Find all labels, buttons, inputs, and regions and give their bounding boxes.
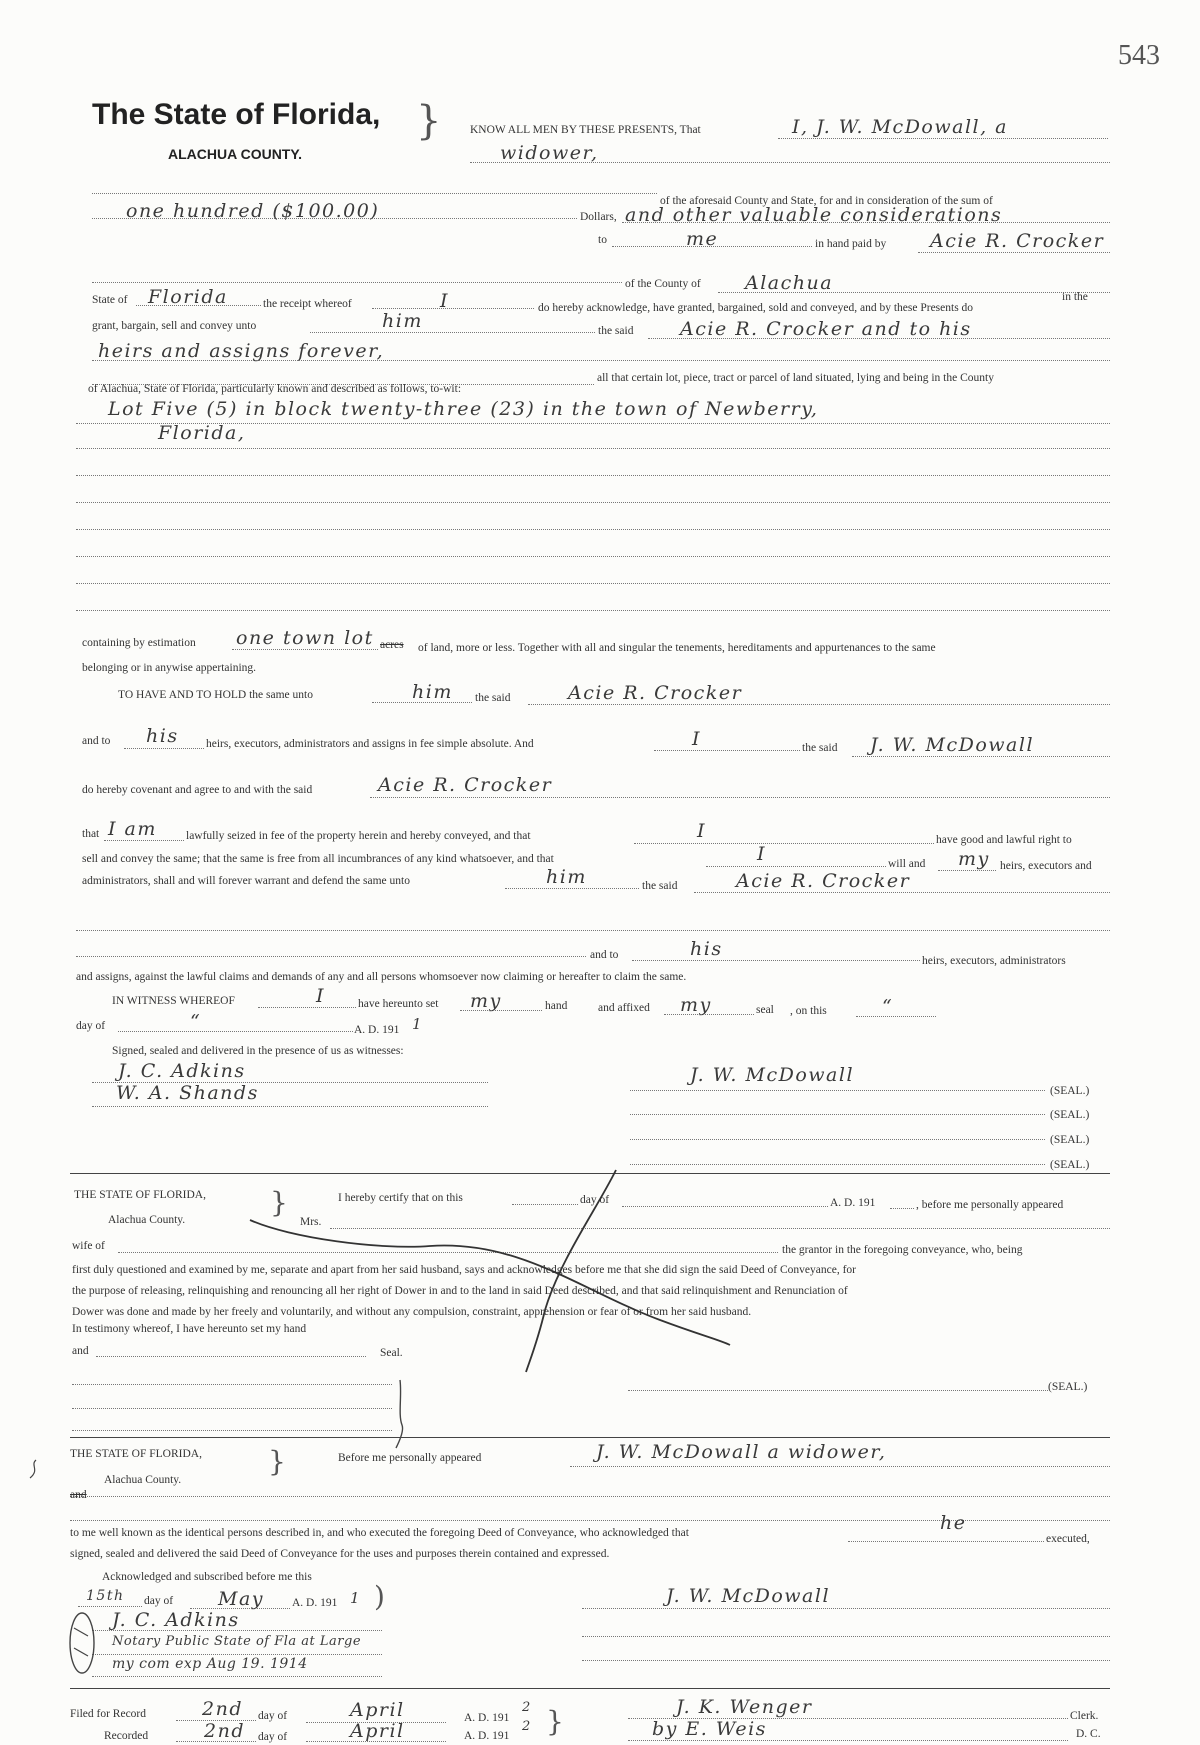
- ack-day-of: day of: [144, 1595, 174, 1607]
- section-divider: [70, 1688, 1110, 1689]
- county-handwriting: Alachua: [745, 272, 834, 294]
- notary-seal-mark-icon: [66, 1608, 98, 1678]
- ack-notary-title-handwriting: Notary Public State of Fla at Large: [112, 1634, 362, 1649]
- state-handwriting: Florida: [148, 286, 228, 308]
- grantee-handwriting-4: Acie R. Crocker: [736, 870, 911, 892]
- witness-2-handwriting: W. A. Shands: [116, 1082, 259, 1104]
- rec-month-handwriting: April: [350, 1720, 405, 1742]
- ack-blank-line: [70, 1496, 1110, 1497]
- ack-commission-handwriting: my com exp Aug 19. 1914: [112, 1656, 308, 1672]
- ad-year-handwriting: 1: [412, 1015, 424, 1033]
- his-handwriting: his: [146, 725, 179, 747]
- i-am-handwriting: I am: [108, 818, 157, 840]
- i-handwriting: I: [440, 290, 450, 312]
- ack-executed: executed,: [1046, 1533, 1090, 1545]
- i-handwriting-2: I: [692, 728, 702, 750]
- ack-person-handwriting: J. W. McDowall a widower,: [596, 1441, 887, 1463]
- ditto-handwriting-2: “: [190, 1011, 202, 1033]
- filed-for-record: Filed for Record: [70, 1708, 147, 1720]
- rec-year-handwriting: 2: [522, 1719, 532, 1734]
- filed-month-handwriting: April: [350, 1699, 405, 1721]
- him-handwriting: him: [382, 310, 423, 332]
- rec-day-handwriting: 2nd: [204, 1720, 245, 1742]
- dower-day-of: day of: [580, 1194, 610, 1206]
- grantor-short-handwriting: J. W. McDowall: [870, 734, 1035, 756]
- dower-wife-of: wife of: [72, 1240, 105, 1252]
- grantee-handwriting: Acie R. Crocker: [930, 230, 1105, 252]
- hand-text: hand: [545, 1000, 568, 1012]
- seal-text: seal: [756, 1004, 774, 1016]
- ack-ad: A. D. 191: [292, 1597, 338, 1609]
- ack-signature-line: [582, 1660, 1110, 1661]
- clerk-text: Clerk.: [1070, 1710, 1099, 1722]
- dower-ad: A. D. 191: [830, 1197, 876, 1209]
- rec-day-of: day of: [258, 1731, 288, 1743]
- witness-whereof-text: IN WITNESS WHEREOF: [112, 995, 235, 1007]
- grantee-handwriting-3: Acie R. Crocker: [378, 774, 553, 796]
- seal-3: (SEAL.): [1050, 1134, 1090, 1146]
- dower-and: and: [72, 1345, 89, 1357]
- in-the-text: in the: [1062, 291, 1088, 303]
- all-that-text: all that certain lot, piece, tract or parcel of land situated, lying and being in the County: [597, 372, 994, 384]
- filed-ad: A. D. 191: [464, 1712, 510, 1724]
- sum-handwriting: one hundred ($100.00): [126, 200, 380, 222]
- dc-text: D. C.: [1076, 1728, 1101, 1740]
- dower-grantor-text: the grantor in the foregoing conveyance, who, being: [782, 1244, 1023, 1256]
- dollars-text: Dollars,: [580, 211, 617, 223]
- clerk-handwriting: J. K. Wenger: [676, 1696, 813, 1718]
- dower-seal: (SEAL.): [1048, 1381, 1088, 1393]
- belonging-text: belonging or in anywise appertaining.: [82, 662, 257, 674]
- ditto-handwriting: “: [882, 996, 894, 1018]
- and-to-text: and to: [82, 735, 111, 747]
- one-lot-handwriting: one town lot: [236, 627, 374, 649]
- sell-convey-text: sell and convey the same; that the same is free from all incumbrances of any kind whatsoever, and that: [82, 853, 554, 865]
- i-handwriting-5: I: [316, 985, 326, 1007]
- my-handwriting: my: [958, 848, 990, 870]
- seal-1: (SEAL.): [1050, 1085, 1090, 1097]
- ack-notary-line: [92, 1654, 382, 1655]
- have-hereunto-text: have hereunto set: [358, 998, 439, 1010]
- the-said-text-3: the said: [642, 880, 678, 892]
- dower-testimony: In testimony whereof, I have hereunto set my hand: [72, 1323, 307, 1335]
- ack-month-handwriting: May: [218, 1588, 265, 1610]
- heirs-assigns-handwriting: heirs and assigns forever,: [98, 340, 385, 362]
- filing-brace: }: [546, 1705, 564, 1738]
- dower-seal-text: Seal.: [380, 1347, 403, 1359]
- and-to-text-2: and to: [590, 949, 619, 961]
- and-assigns-text: and assigns, against the lawful claims and demands of any and all persons whomsoever now claiming or hereafter to claim the same.: [76, 971, 687, 983]
- my-handwriting-3: my: [680, 994, 712, 1016]
- ack-before-me: Before me personally appeared: [338, 1452, 482, 1464]
- legal-description-handwriting-2: Florida,: [158, 422, 246, 444]
- rec-month-line: [306, 1741, 446, 1742]
- ad-1911-text: A. D. 191: [354, 1024, 400, 1036]
- dower-brace: }: [270, 1186, 288, 1219]
- filed-year-handwriting: 2: [522, 1700, 532, 1715]
- grantor-handwriting: I, J. W. McDowall, a: [792, 116, 1009, 138]
- have-good-text: have good and lawful right to: [936, 834, 1072, 846]
- covenant-text: do hereby covenant and agree to and with the said: [82, 784, 313, 796]
- acres-text: acres: [380, 639, 404, 651]
- to-text: to: [598, 234, 607, 246]
- ack-notary-line: [92, 1630, 382, 1631]
- his-handwriting-2: his: [690, 938, 723, 960]
- grantee-handwriting-2: Acie R. Crocker: [568, 682, 743, 704]
- dower-line-1: first duly questioned and examined by me, separate and apart from her said husband, says and acknowledges before me that she did sign the said Deed of Conveyance, for: [72, 1264, 856, 1276]
- him-handwriting-3: him: [546, 866, 587, 888]
- header-brace: }: [416, 98, 442, 144]
- do-hereby-text: do hereby acknowledge, have granted, bargained, sold and conveyed, and by these Presents do: [538, 302, 974, 314]
- ack-signature-line: [582, 1608, 1110, 1609]
- in-hand-text: in hand paid by: [815, 238, 887, 250]
- day-of-text: day of: [76, 1020, 106, 1032]
- rec-day-line: [176, 1741, 256, 1742]
- grantor-handwriting-2: widower,: [500, 142, 599, 164]
- lawfully-text: lawfully seized in fee of the property herein and hereby conveyed, and that: [186, 830, 531, 842]
- ack-day-line: [78, 1606, 142, 1607]
- i-handwriting-4: I: [757, 843, 767, 865]
- dower-before-me: , before me personally appeared: [916, 1199, 1064, 1211]
- heirs-exec-text: heirs, executors, administrators and assigns in fee simple absolute. And: [206, 738, 534, 750]
- filed-day-handwriting: 2nd: [202, 1698, 243, 1720]
- ack-state: THE STATE OF FLORIDA,: [70, 1448, 202, 1460]
- ack-county: Alachua County.: [104, 1474, 182, 1486]
- ack-acknowledged: Acknowledged and subscribed before me this: [102, 1571, 312, 1583]
- know-all-text: KNOW ALL MEN BY THESE PRESENTS, That: [470, 124, 701, 136]
- witness-1-handwriting: J. C. Adkins: [118, 1060, 246, 1082]
- page-number: 543: [1118, 40, 1160, 71]
- i-handwriting-3: I: [697, 820, 707, 842]
- him-handwriting-2: him: [412, 681, 453, 703]
- ack-signature: J. W. McDowall: [666, 1585, 831, 1607]
- dower-mrs: Mrs.: [300, 1216, 322, 1228]
- dc-handwriting: by E. Weis: [652, 1718, 767, 1740]
- ack-well-known: to me well known as the identical persons described in, and who executed the foregoing Deed of Conveyance, who acknowledged that: [70, 1527, 689, 1539]
- seal-4: (SEAL.): [1050, 1159, 1090, 1171]
- receipt-text: the receipt whereof: [263, 298, 352, 310]
- heirs-exec2-text: heirs, executors and: [1000, 860, 1092, 872]
- the-said-text: the said: [598, 325, 634, 337]
- state-of-text: State of: [92, 294, 128, 306]
- to-have-text: TO HAVE AND TO HOLD the same unto: [118, 689, 313, 701]
- other-consideration-handwriting: and other valuable considerations: [625, 204, 1003, 226]
- dower-line-3: Dower was done and made by her freely and voluntarily, and without any compulsion, constraint, apprehension or fear of or from her said husband.: [72, 1306, 752, 1318]
- and-affixed-text: and affixed: [598, 1002, 650, 1014]
- ack-day-handwriting: 15th: [86, 1588, 125, 1604]
- of-land-text: of land, more or less. Together with all and singular the tenements, hereditaments and appurtenances to the same: [418, 642, 936, 654]
- rec-ad: A. D. 191: [464, 1730, 510, 1742]
- ack-signature-line: [582, 1636, 1110, 1637]
- dower-certify: I hereby certify that on this: [338, 1192, 463, 1204]
- filed-day-of: day of: [258, 1710, 288, 1722]
- ack-notary-line: [92, 1676, 382, 1677]
- on-this-text: , on this: [790, 1005, 827, 1017]
- will-and-text: will and: [888, 858, 926, 870]
- grantor-signature: J. W. McDowall: [690, 1064, 855, 1086]
- my-handwriting-2: my: [470, 990, 502, 1012]
- signed-sealed-text: Signed, sealed and delivered in the presence of us as witnesses:: [112, 1045, 404, 1057]
- me-handwriting: me: [686, 228, 719, 250]
- ack-he-line: [848, 1541, 1044, 1542]
- recorded-text: Recorded: [104, 1730, 149, 1742]
- dower-county: Alachua County.: [108, 1214, 186, 1226]
- ack-notary-handwriting: J. C. Adkins: [112, 1609, 240, 1631]
- county-heading: ALACHUA COUNTY.: [168, 146, 303, 162]
- seal-2: (SEAL.): [1050, 1109, 1090, 1121]
- legal-description-handwriting-1: Lot Five (5) in block twenty-three (23) in the town of Newberry,: [108, 398, 819, 420]
- section-divider: [70, 1437, 1110, 1438]
- ack-signed-line: signed, sealed and delivered the said Deed of Conveyance for the uses and purposes therein contained and expressed.: [70, 1548, 610, 1560]
- admins-text: administrators, shall and will forever warrant and defend the same unto: [82, 875, 410, 887]
- grant-bargain-text: grant, bargain, sell and convey unto: [92, 320, 257, 332]
- hold-said-text: the said: [475, 692, 511, 704]
- ack-person-line: [570, 1466, 1110, 1467]
- aforesaid-text: of the aforesaid County and State, for and in consideration of the sum of: [660, 195, 993, 207]
- document-title: The State of Florida,: [92, 98, 381, 131]
- the-said-text-2: the said: [802, 742, 838, 754]
- dower-line-2: the purpose of releasing, relinquishing and renouncing all her right of Dower in and to the land in said Deed described, and that said relinquishment and Renunciation of: [72, 1285, 848, 1297]
- of-county-text: of the County of: [625, 278, 701, 290]
- that-text: that: [82, 828, 100, 840]
- ack-and: and: [70, 1489, 87, 1501]
- dower-state: THE STATE OF FLORIDA,: [74, 1189, 206, 1201]
- ack-notary-brace: ): [374, 1580, 385, 1613]
- to-his-handwriting: Acie R. Crocker and to his: [680, 318, 972, 340]
- of-alachua-text: of Alachua, State of Florida, particularly known and described as follows, to-wit:: [88, 383, 462, 395]
- heirs-exec3-text: heirs, executors, administrators: [922, 955, 1066, 967]
- ack-year-handwriting: 1: [350, 1589, 362, 1607]
- dc-line: [628, 1740, 1068, 1741]
- containing-text: containing by estimation: [82, 637, 196, 649]
- ack-he-handwriting: he: [940, 1512, 967, 1534]
- ack-brace: }: [268, 1445, 286, 1478]
